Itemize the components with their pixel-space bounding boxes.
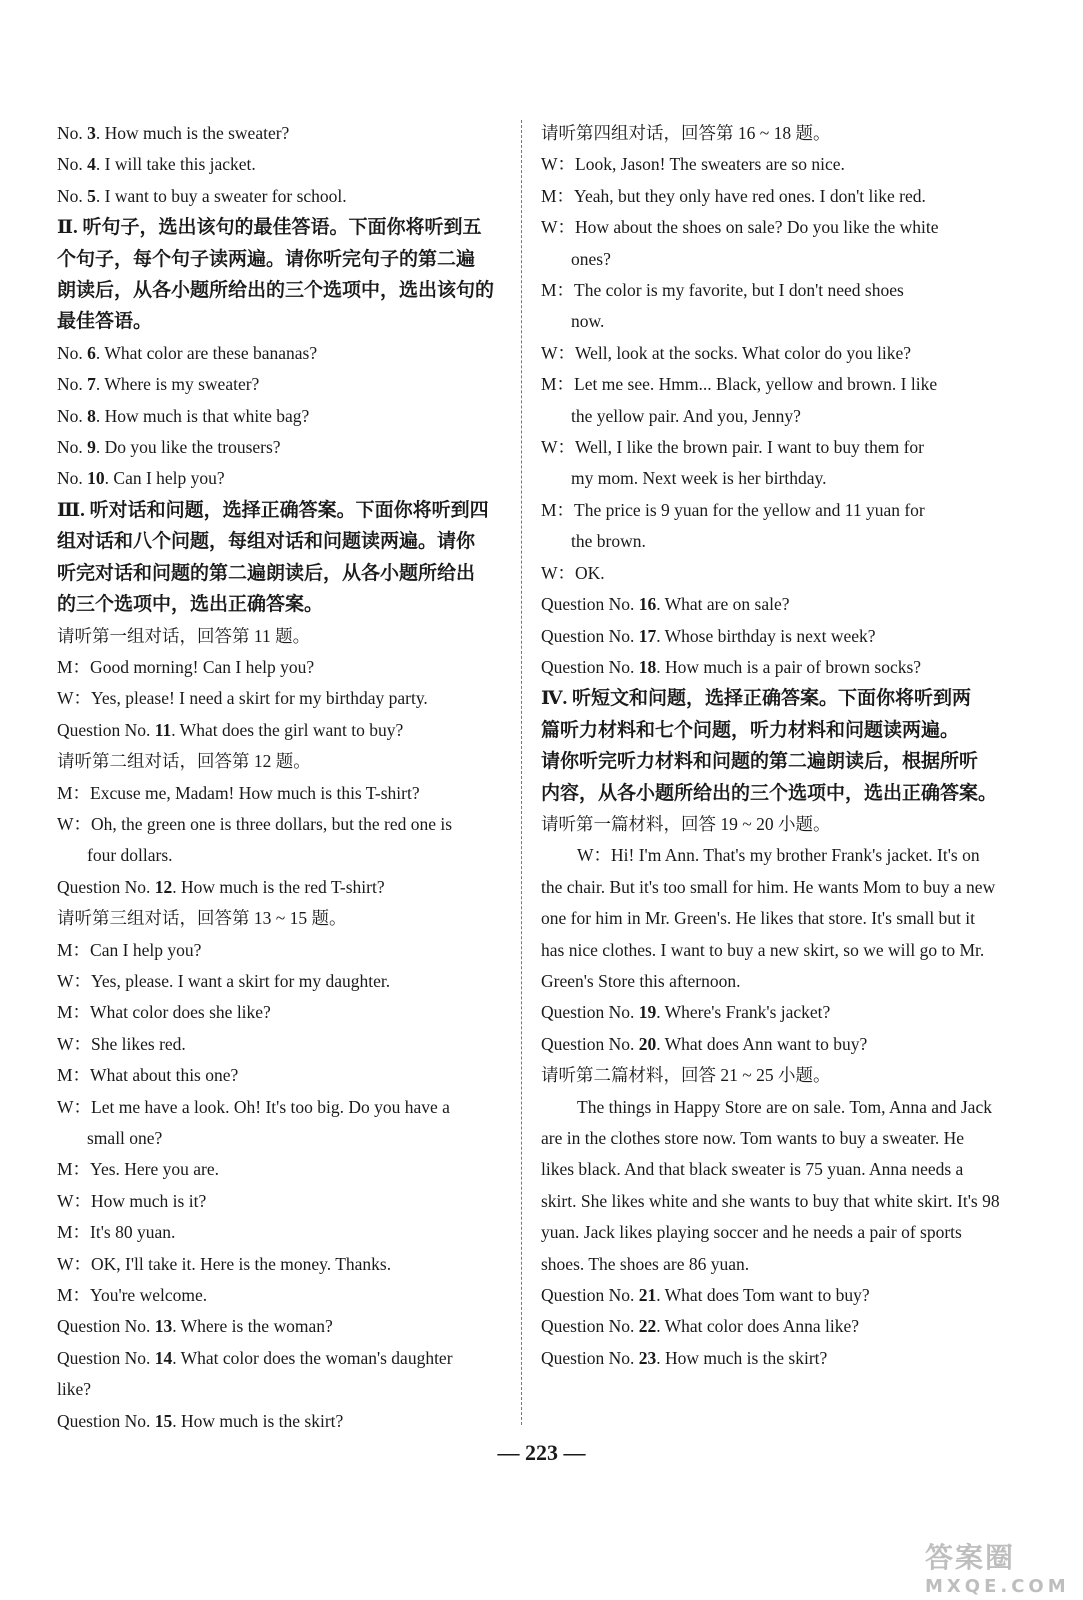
dialogue-line-cont: four dollars. xyxy=(87,845,173,866)
dialogue-line: M：Excuse me, Madam! How much is this T-shirt? xyxy=(57,782,420,803)
item-number: 17 xyxy=(638,625,657,646)
section-heading-4: Ⅳ. 听短文和问题，选择正确答案。下面你将听到两 xyxy=(541,688,972,710)
item-prefix: No. xyxy=(57,185,88,206)
item-prefix: Question No. xyxy=(541,1347,639,1368)
section-heading-4: 篇听力材料和七个问题，听力材料和问题读两遍。 xyxy=(541,719,960,741)
passage-intro: 请听第一篇材料，回答 19 ~ 20 小题。 xyxy=(541,813,831,834)
item-text: . What color are these bananas? xyxy=(95,342,318,363)
item-prefix: Question No. xyxy=(57,719,155,740)
dialogue-line: M：Yes. Here you are. xyxy=(57,1159,220,1180)
dialogue-line: the yellow pair. And you, Jenny? xyxy=(571,405,801,426)
item-prefix: No. xyxy=(57,468,88,489)
dialogue-line: W：Well, look at the socks. What color do you like? xyxy=(541,342,912,363)
item-number: 8 xyxy=(87,405,96,426)
item-prefix: Question No. xyxy=(541,656,639,677)
section-heading-2: 朗读后，从各小题所给出的三个选项中，选出该句的 xyxy=(57,280,495,302)
item-text: . What does Tom want to buy? xyxy=(656,1285,870,1306)
listening-item xyxy=(57,369,509,400)
item-number: 23 xyxy=(638,1347,657,1368)
passage-text: W：Hi! I'm Ann. That's my brother Frank's jacket. It's on the chair. But it's too small for him. He wants Mom to buy a new one for him in Mr. Green's. He likes that store. It's small but it has nice clothes. I want to buy a new skirt, so we will go to Mr. Green's Store this afternoon. xyxy=(541,845,996,991)
section-heading-4: 内容，从各小题所给出的三个选项中，选出正确答案。 xyxy=(541,782,998,804)
item-text: . Can I help you? xyxy=(104,468,225,489)
dialogue-line: W：Let me have a look. Oh! It's too big. Do you have a xyxy=(57,1096,450,1117)
watermark-bottom-text: MXQE.COM xyxy=(925,1576,1070,1597)
item-text: . What does Ann want to buy? xyxy=(656,1033,868,1054)
item-prefix: Question No. xyxy=(541,1316,639,1337)
item-number: 22 xyxy=(638,1316,657,1337)
question-line xyxy=(57,1406,509,1437)
question-line xyxy=(57,715,509,746)
group-intro: 请听第四组对话，回答第 16 ~ 18 题。 xyxy=(541,123,831,143)
watermark-top-text: 答案圈 xyxy=(925,1541,1016,1574)
item-text: . What are on sale? xyxy=(656,594,790,615)
item-number: 10 xyxy=(87,468,105,489)
item-number: 15 xyxy=(154,1410,173,1431)
dialogue-line: W：OK. xyxy=(541,562,605,583)
item-prefix: No. xyxy=(57,342,88,363)
dialogue-line: M：The price is 9 yuan for the yellow and 11 yuan for xyxy=(541,499,925,520)
item-number: 11 xyxy=(154,719,172,740)
dialogue-line: now. xyxy=(571,311,605,332)
item-text: . Do you like the trousers? xyxy=(95,437,281,458)
dialogue-line: W：How much is it? xyxy=(57,1190,207,1211)
item-prefix: No. xyxy=(57,405,88,426)
dialogue-line: W：Look, Jason! The sweaters are so nice. xyxy=(541,154,845,175)
item-text: . How much is the skirt? xyxy=(172,1410,344,1431)
dialogue-line: M：What color does she like? xyxy=(57,1002,271,1023)
item-prefix: Question No. xyxy=(57,1347,155,1368)
group-intro: 请听第二组对话，回答第 12 题。 xyxy=(57,751,311,772)
group-intro: 请听第一组对话，回答第 11 题。 xyxy=(57,625,311,646)
dialogue-line: my mom. Next week is her birthday. xyxy=(571,468,827,489)
item-text: . How much is that white bag? xyxy=(95,405,310,426)
dialogue-line: M：Good morning! Can I help you? xyxy=(57,656,315,677)
dialogue-line: M：Let me see. Hmm... Black, yellow and brown. I like xyxy=(541,374,938,395)
dialogue-line: M：Can I help you? xyxy=(57,939,202,960)
dialogue-line: M：The color is my favorite, but I don't need shoes xyxy=(541,280,904,301)
item-text: . How much is the sweater? xyxy=(95,123,290,143)
item-text: . What color does the woman's daughter xyxy=(172,1347,453,1368)
item-prefix: Question No. xyxy=(57,876,155,897)
item-prefix: No. xyxy=(57,374,88,395)
item-text: . I will take this jacket. xyxy=(95,154,256,175)
dialogue-line: M：It's 80 yuan. xyxy=(57,1222,176,1243)
item-text: . Where's Frank's jacket? xyxy=(656,1002,831,1023)
item-prefix: Question No. xyxy=(541,1033,639,1054)
section-heading-3: 的三个选项中，选出正确答案。 xyxy=(57,594,324,616)
item-number: 21 xyxy=(638,1285,657,1306)
item-prefix: Question No. xyxy=(541,625,639,646)
listening-item xyxy=(57,118,509,149)
item-text: . What does the girl want to buy? xyxy=(171,719,404,740)
item-prefix: Question No. xyxy=(541,1002,639,1023)
question-line xyxy=(541,621,1001,652)
left-column xyxy=(57,118,509,1437)
item-number: 3 xyxy=(87,123,96,143)
section-heading-2: 个句子，每个句子读两遍。请你听完句子的第二遍 xyxy=(57,248,476,270)
question-line xyxy=(57,872,509,903)
item-number: 18 xyxy=(638,656,657,677)
listening-item xyxy=(57,463,509,494)
listening-item xyxy=(57,181,509,212)
item-prefix: Question No. xyxy=(57,1316,155,1337)
question-line-cont: like? xyxy=(57,1379,92,1400)
question-line xyxy=(541,997,1001,1028)
dialogue-line: ones? xyxy=(571,248,611,269)
dialogue-line-cont: small one? xyxy=(87,1128,163,1148)
item-number: 6 xyxy=(87,342,96,363)
section-heading-2: Ⅱ. 听句子，选出该句的最佳答语。下面你将听到五 xyxy=(57,217,482,239)
listening-item xyxy=(57,401,509,432)
question-line xyxy=(541,1280,1001,1311)
item-text: . How much is the skirt? xyxy=(656,1347,828,1368)
item-text: . Where is my sweater? xyxy=(95,374,260,395)
item-number: 9 xyxy=(87,437,96,458)
watermark-logo xyxy=(925,1536,1073,1597)
item-prefix: No. xyxy=(57,437,88,458)
section-heading-2: 最佳答语。 xyxy=(57,311,153,333)
question-line xyxy=(541,652,1001,683)
column-divider xyxy=(521,120,522,1425)
item-prefix: No. xyxy=(57,123,88,143)
dialogue-line: W：Yes, please! I need a skirt for my birthday party. xyxy=(57,688,428,709)
section-heading-3: 组对话和八个问题，每组对话和问题读两遍。请你 xyxy=(57,531,476,553)
question-line xyxy=(57,1311,509,1342)
listening-item xyxy=(57,432,509,463)
dialogue-line: M：You're welcome. xyxy=(57,1285,208,1306)
dialogue-line: W：Yes, please. I want a skirt for my daughter. xyxy=(57,970,391,991)
item-number: 14 xyxy=(154,1347,173,1368)
item-text: . I want to buy a sweater for school. xyxy=(95,185,347,206)
item-text: . Where is the woman? xyxy=(172,1316,333,1337)
section-heading-3: Ⅲ. 听对话和问题，选择正确答案。下面你将听到四 xyxy=(57,499,489,521)
right-column xyxy=(541,118,1001,1374)
passage-intro: 请听第二篇材料，回答 21 ~ 25 小题。 xyxy=(541,1065,831,1086)
dialogue-line: W：Well, I like the brown pair. I want to buy them for xyxy=(541,437,925,458)
listening-item xyxy=(57,338,509,369)
group-intro: 请听第三组对话，回答第 13 ~ 15 题。 xyxy=(57,908,347,929)
dialogue-line: W：She likes red. xyxy=(57,1033,186,1054)
item-text: . Whose birthday is next week? xyxy=(656,625,876,646)
section-heading-3: 听完对话和问题的第二遍朗读后，从各小题所给出 xyxy=(57,562,476,584)
item-number: 13 xyxy=(154,1316,173,1337)
passage-text: The things in Happy Store are on sale. Tom, Anna and Jack are in the clothes store now. Tom wants to buy a sweater. He likes black. And that black sweater is 75 yuan. Anna needs a skirt. She likes white and she wants to buy that white skirt. It's 98 yuan. Jack likes playing soccer and he needs a pair of sports shoes. The shoes are 86 yuan. xyxy=(541,1096,1000,1274)
item-text: . What color does Anna like? xyxy=(656,1316,860,1337)
item-number: 19 xyxy=(638,1002,657,1023)
dialogue-line: W：OK, I'll take it. Here is the money. Thanks. xyxy=(57,1253,392,1274)
question-line xyxy=(57,1343,509,1374)
item-number: 20 xyxy=(638,1033,657,1054)
item-number: 7 xyxy=(87,374,96,395)
item-prefix: Question No. xyxy=(57,1410,155,1431)
dialogue-line: the brown. xyxy=(571,531,646,552)
dialogue-line: M：Yeah, but they only have red ones. I don't like red. xyxy=(541,185,926,206)
question-line xyxy=(541,589,1001,620)
item-number: 12 xyxy=(154,876,173,897)
dialogue-line: M：What about this one? xyxy=(57,1065,239,1086)
section-heading-4: 请你听完听力材料和问题的第二遍朗读后，根据所听 xyxy=(541,751,979,773)
item-number: 4 xyxy=(87,154,96,175)
dialogue-line: W：How about the shoes on sale? Do you like the white xyxy=(541,217,939,238)
item-text: . How much is a pair of brown socks? xyxy=(656,656,922,677)
page-number: — 223 — xyxy=(497,1440,586,1465)
question-line xyxy=(541,1029,1001,1060)
listening-item xyxy=(57,149,509,180)
question-line xyxy=(541,1343,1001,1374)
item-number: 5 xyxy=(87,185,96,206)
item-number: 16 xyxy=(638,594,657,615)
item-text: . How much is the red T-shirt? xyxy=(172,876,385,897)
item-prefix: Question No. xyxy=(541,594,639,615)
item-prefix: Question No. xyxy=(541,1285,639,1306)
dialogue-line: W：Oh, the green one is three dollars, but the red one is xyxy=(57,813,453,834)
item-prefix: No. xyxy=(57,154,88,175)
question-line xyxy=(541,1311,1001,1342)
